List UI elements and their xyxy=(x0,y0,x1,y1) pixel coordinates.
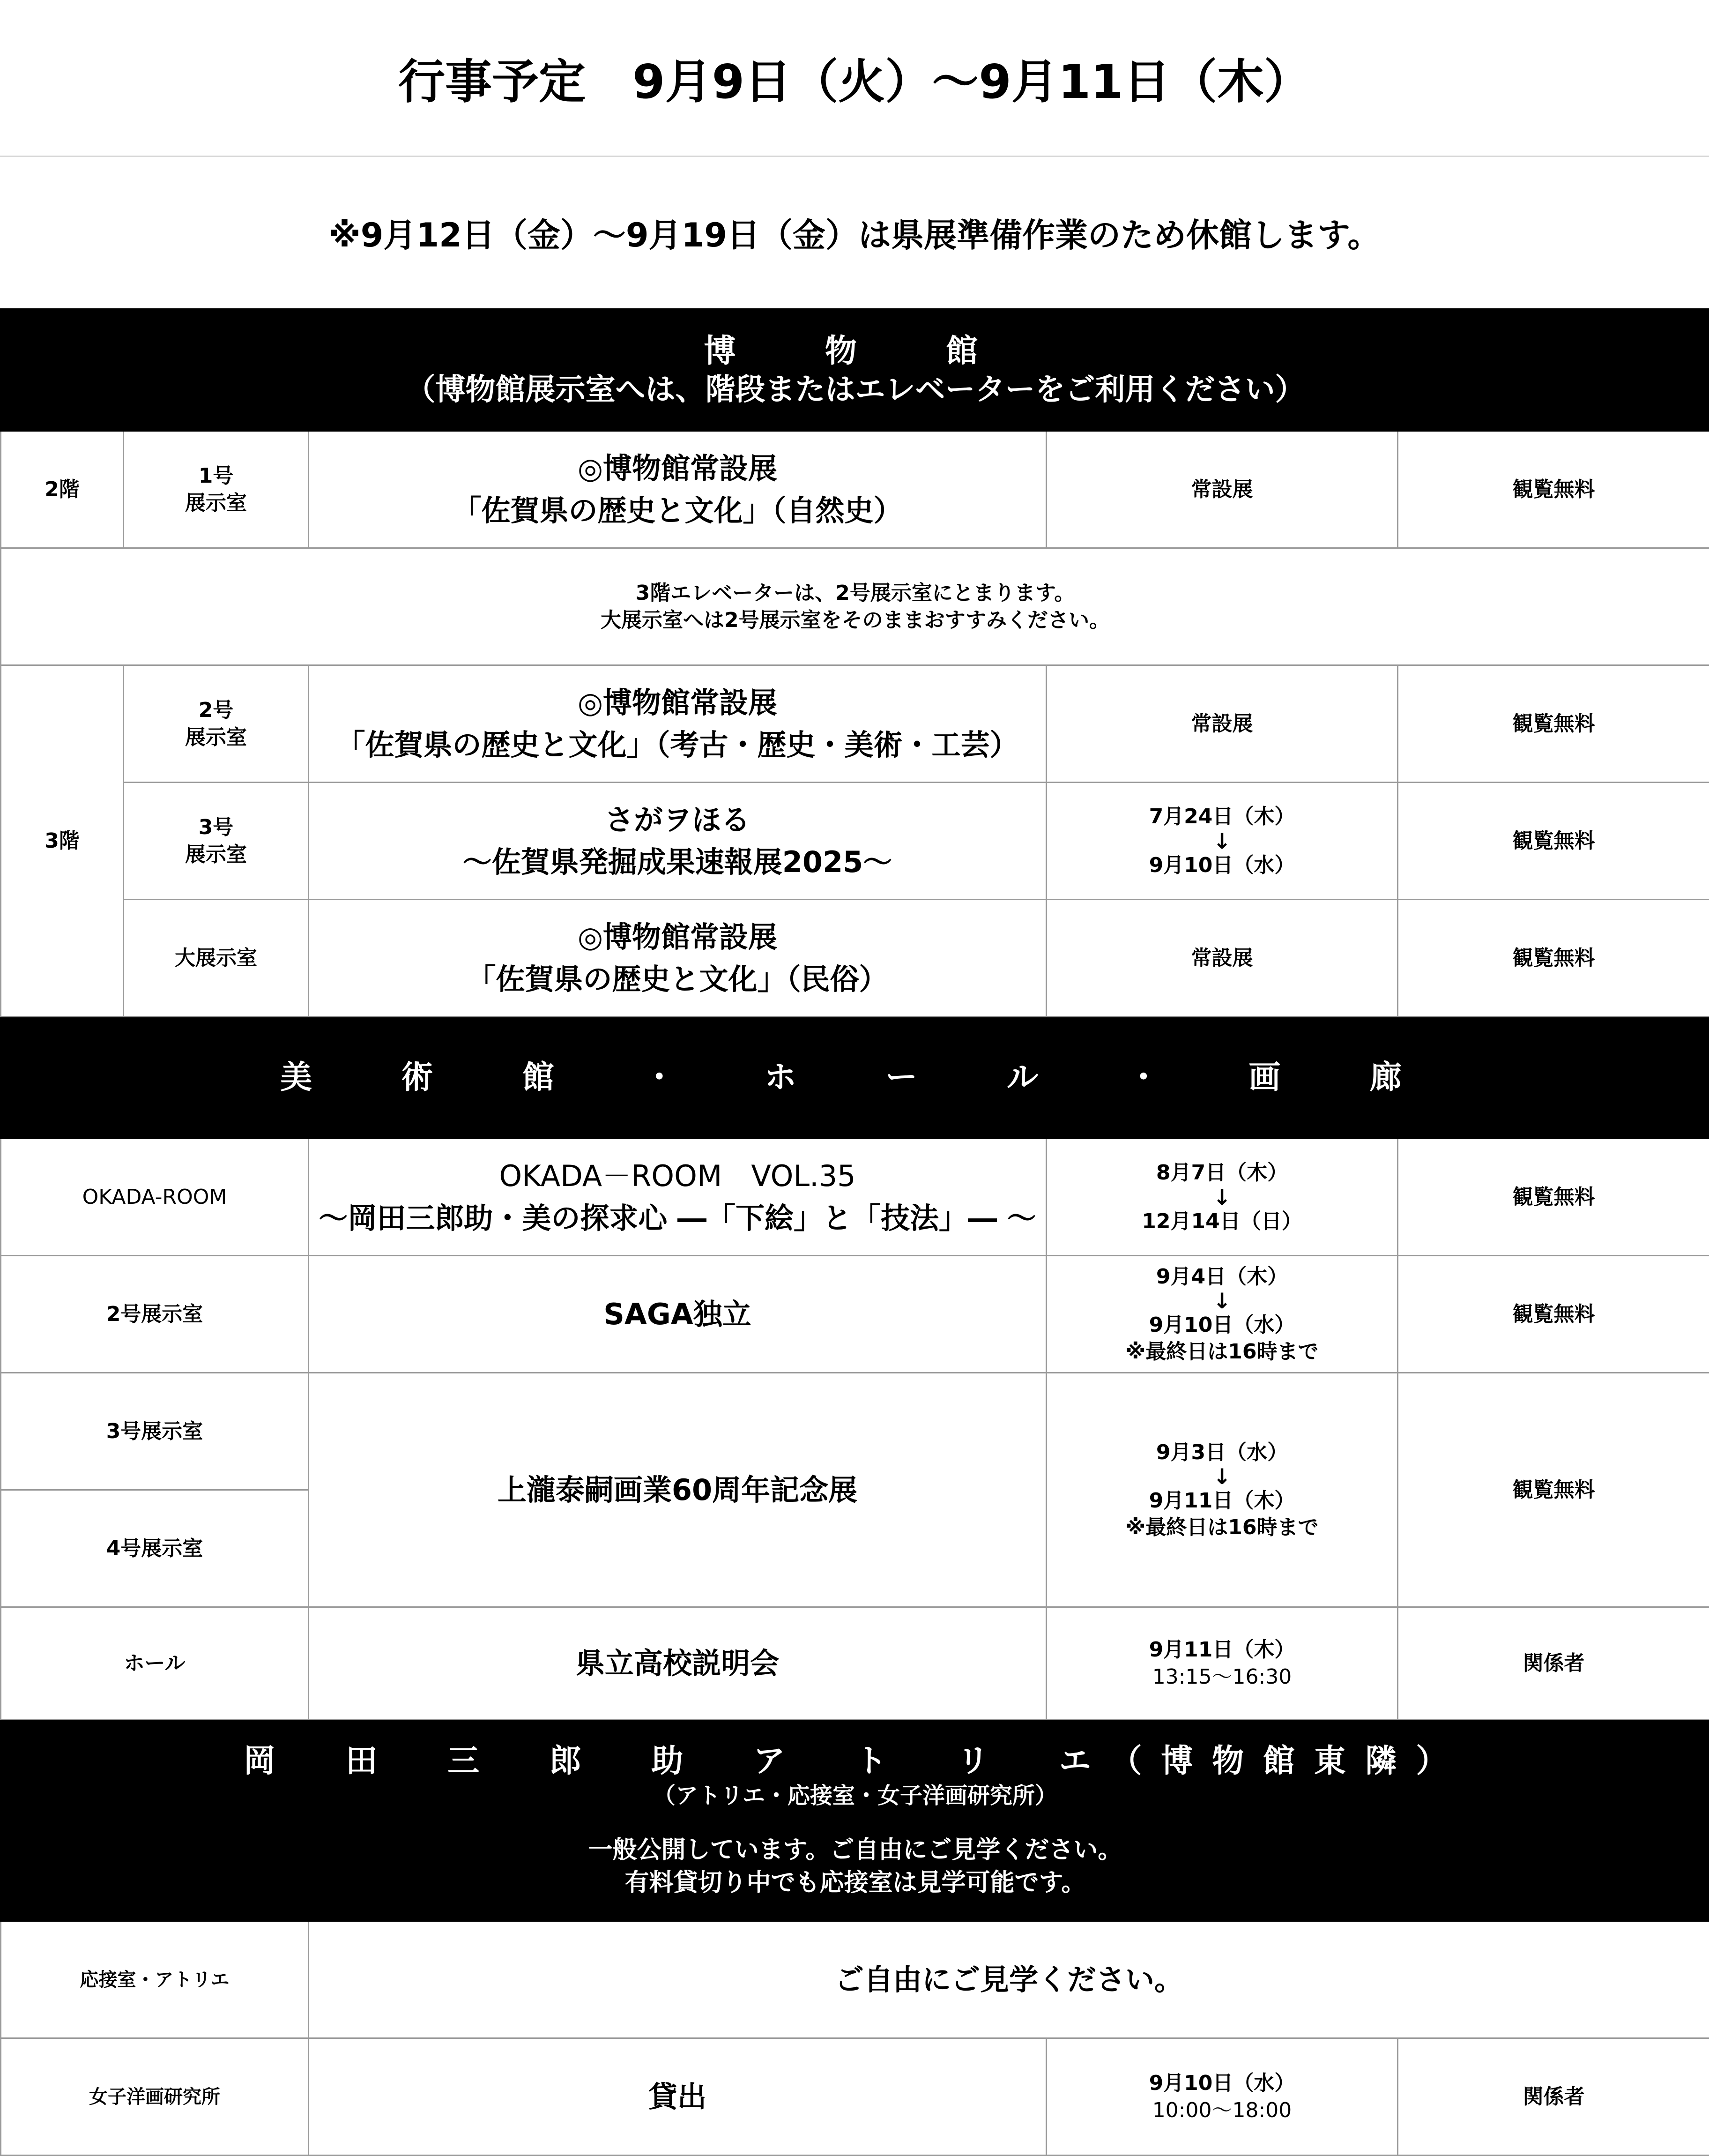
fee: 関係者 xyxy=(1398,1607,1709,1720)
period: 9月10日（水） 10:00～18:00 xyxy=(1047,2038,1398,2156)
event-name: ご自由にご見学ください。 xyxy=(309,1921,1709,2038)
fee: 観覧無料 xyxy=(1398,431,1709,548)
event-name: ◎博物館常設展 「佐賀県の歴史と文化」（民俗） xyxy=(309,900,1047,1017)
room-label: 3号 展示室 xyxy=(124,783,309,900)
period: 9月4日（木） ↓ 9月10日（水） ※最終日は16時まで xyxy=(1047,1256,1398,1373)
closure-notice: ※9月12日（金）～9月19日（金）は県展準備作業のため休館します。 xyxy=(0,156,1709,308)
atelier-header-row xyxy=(1,1720,1709,1921)
museum-header xyxy=(1,309,1709,431)
room-label: OKADA-ROOM xyxy=(1,1139,309,1256)
table-row xyxy=(1,1373,1709,1490)
table-row xyxy=(1,2038,1709,2156)
room-label: 1号 展示室 xyxy=(124,431,309,548)
atelier-header-note: 有料貸切り中でも応接室は見学可能です。 xyxy=(1,1866,1709,1899)
table-row xyxy=(1,900,1709,1017)
fee: 観覧無料 xyxy=(1398,783,1709,900)
period: 常設展 xyxy=(1047,665,1398,783)
room-label: 4号展示室 xyxy=(1,1490,309,1607)
table-row xyxy=(1,1139,1709,1256)
table-row xyxy=(1,1607,1709,1720)
event-name: ◎博物館常設展 「佐賀県の歴史と文化」（自然史） xyxy=(309,431,1047,548)
schedule-table xyxy=(0,308,1709,2156)
event-name: OKADA－ROOM VOL.35 ～岡田三郎助・美の探求心 ―「下絵」と「技法」― ～ xyxy=(309,1139,1047,1256)
period: 9月11日（木） 13:15～16:30 xyxy=(1047,1607,1398,1720)
period: 7月24日（木） ↓ 9月10日（水） xyxy=(1047,783,1398,900)
page-title: 行事予定 9月9日（火）～9月11日（木） xyxy=(0,0,1709,156)
event-name: ◎博物館常設展 「佐賀県の歴史と文化」（考古・歴史・美術・工芸） xyxy=(309,665,1047,783)
table-row xyxy=(1,783,1709,900)
room-label: ホール xyxy=(1,1607,309,1720)
period: 常設展 xyxy=(1047,431,1398,548)
museum-header-title: 博 物 館 xyxy=(1,331,1709,371)
fee: 観覧無料 xyxy=(1398,1256,1709,1373)
floor-label: 3階 xyxy=(1,665,124,1017)
room-label: 3号展示室 xyxy=(1,1373,309,1490)
table-row xyxy=(1,1921,1709,2038)
elevator-note: 3階エレベーターは、2号展示室にとまります。 大展示室へは2号展示室をそのままおすすみください。 xyxy=(1,548,1709,665)
fee: 関係者 xyxy=(1398,2038,1709,2156)
atelier-header xyxy=(1,1720,1709,1921)
period: 常設展 xyxy=(1047,900,1398,1017)
room-label: 応接室・アトリエ xyxy=(1,1921,309,2038)
fee: 観覧無料 xyxy=(1398,900,1709,1017)
arrow-down-icon: ↓ xyxy=(1047,1466,1397,1487)
event-name: 県立高校説明会 xyxy=(309,1607,1047,1720)
room-label: 女子洋画研究所 xyxy=(1,2038,309,2156)
event-name: 貸出 xyxy=(309,2038,1047,2156)
fee: 観覧無料 xyxy=(1398,665,1709,783)
period: 8月7日（木） ↓ 12月14日（日） xyxy=(1047,1139,1398,1256)
arrow-down-icon: ↓ xyxy=(1047,1186,1397,1208)
atelier-header-title: 岡 田 三 郎 助 ア ト リ エ（博物館東隣） xyxy=(1,1741,1709,1781)
museum-header-subtitle: （博物館展示室へは、階段またはエレベーターをご利用ください） xyxy=(1,371,1709,409)
room-label: 大展示室 xyxy=(124,900,309,1017)
table-row xyxy=(1,665,1709,783)
art-header xyxy=(1,1017,1709,1139)
event-name: SAGA独立 xyxy=(309,1256,1047,1373)
arrow-down-icon: ↓ xyxy=(1047,1290,1397,1312)
atelier-header-subtitle: （アトリエ・応接室・女子洋画研究所） xyxy=(1,1781,1709,1810)
atelier-header-note: 一般公開しています。ご自由にご見学ください。 xyxy=(1,1834,1709,1866)
table-row xyxy=(1,431,1709,548)
table-row xyxy=(1,1256,1709,1373)
table-row xyxy=(1,548,1709,665)
event-name: 上瀧泰嗣画業60周年記念展 xyxy=(309,1373,1047,1607)
period: 9月3日（水） ↓ 9月11日（木） ※最終日は16時まで xyxy=(1047,1373,1398,1607)
room-label: 2号展示室 xyxy=(1,1256,309,1373)
floor-label: 2階 xyxy=(1,431,124,548)
event-name: さがヲほる ～佐賀県発掘成果速報展2025～ xyxy=(309,783,1047,900)
art-header-row xyxy=(1,1017,1709,1139)
art-header-title: 美 術 館 ・ ホ ー ル ・ 画 廊 xyxy=(1,1058,1709,1097)
fee: 観覧無料 xyxy=(1398,1139,1709,1256)
museum-header-row xyxy=(1,309,1709,431)
fee: 観覧無料 xyxy=(1398,1373,1709,1607)
room-label: 2号 展示室 xyxy=(124,665,309,783)
arrow-down-icon: ↓ xyxy=(1047,830,1397,852)
